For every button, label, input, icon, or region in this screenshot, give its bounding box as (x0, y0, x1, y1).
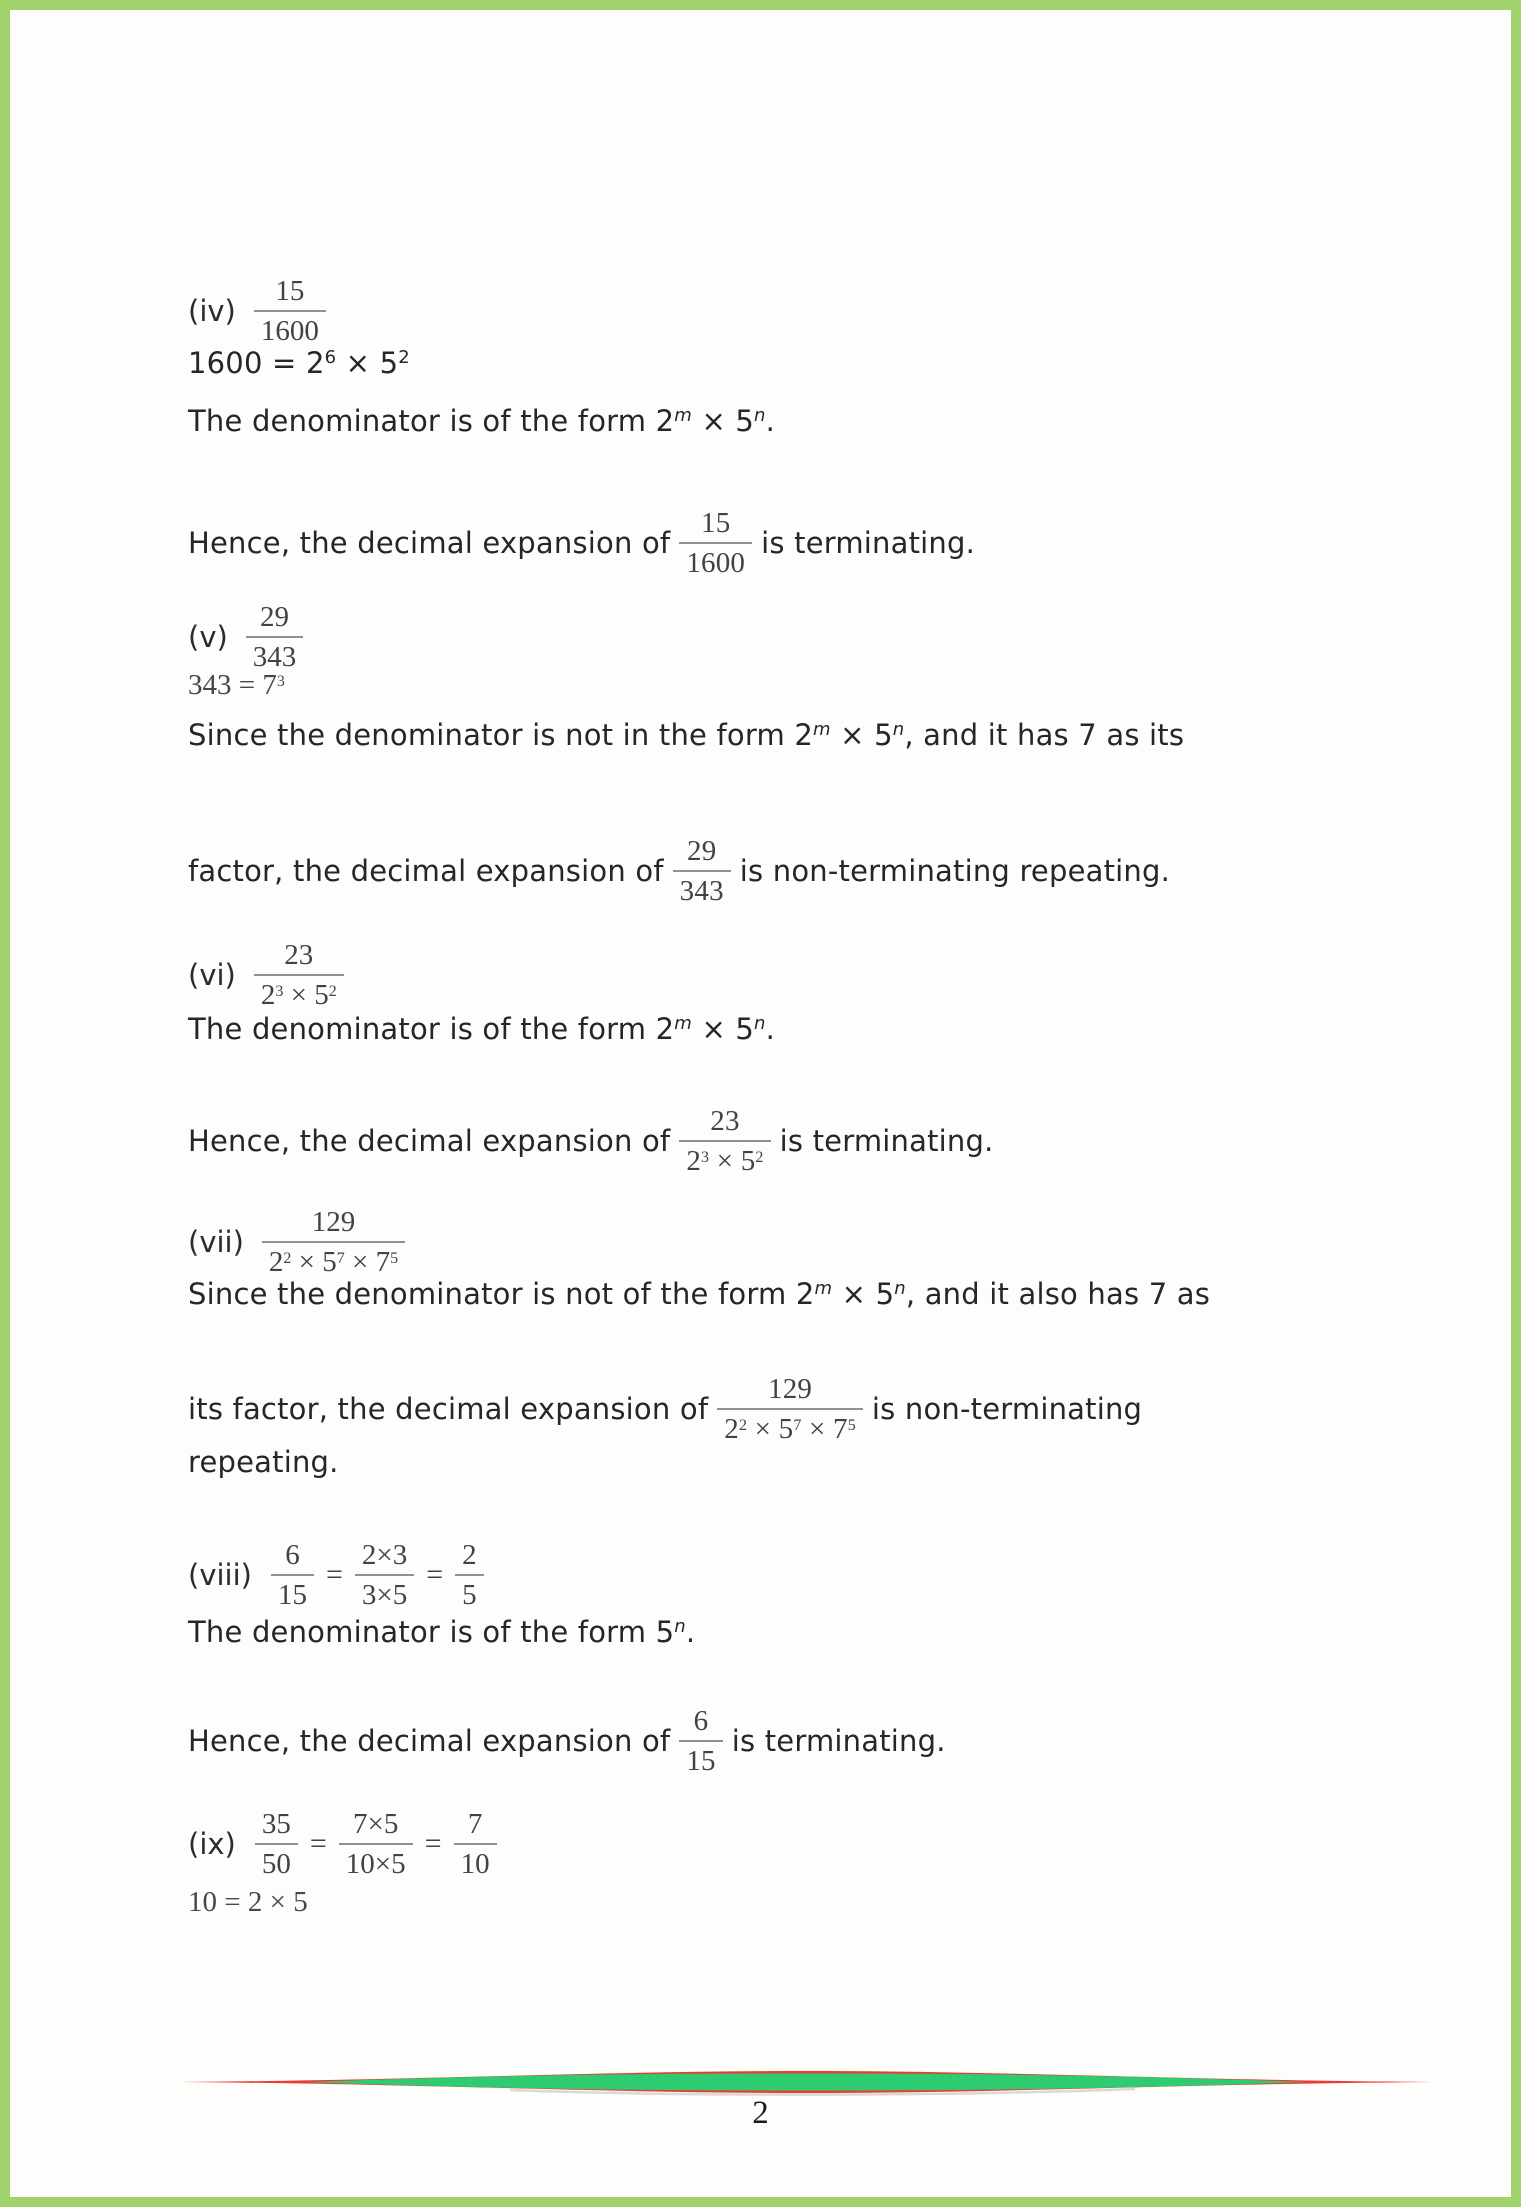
numerator: 23 (254, 938, 344, 976)
item-vii-label: (vii) (188, 1225, 244, 1260)
numerator: 7 (454, 1807, 497, 1845)
exponent-m: m (674, 1013, 693, 1034)
item-v-label: (v) (188, 620, 228, 655)
exponent-n: n (894, 1278, 906, 1299)
numerator: 23 (679, 1104, 770, 1142)
text: 1600 = 2 (188, 346, 325, 380)
text: Hence, the decimal expansion of (188, 526, 671, 561)
fraction-35-50 (255, 1807, 298, 1882)
base: 7 (375, 1246, 391, 1279)
denominator: 15 (686, 1745, 716, 1778)
text: Since the denominator is not in the form 2 (188, 718, 813, 752)
exponent: 2 (283, 1250, 292, 1268)
numerator: 15 (254, 274, 326, 312)
item-iv-label: (iv) (188, 294, 236, 329)
base: 2 (724, 1413, 739, 1446)
base: 5 (314, 979, 329, 1012)
base: 7 (832, 1413, 848, 1446)
denominator: 343 (252, 641, 297, 674)
text: is terminating. (731, 1724, 946, 1759)
equals-sign: = (309, 1827, 327, 1861)
exponent: 5 (390, 1250, 399, 1268)
numerator: 129 (717, 1372, 863, 1410)
page-number: 2 (752, 2095, 769, 2131)
denominator: 3×5 (361, 1579, 408, 1612)
text: repeating. (188, 1445, 339, 1479)
exponent: 5 (847, 1417, 856, 1435)
text: . (685, 1615, 696, 1649)
text: × 5 (692, 1012, 755, 1046)
base: 2 (260, 979, 276, 1012)
item-viii-label: (viii) (188, 1558, 252, 1593)
exponent: 3 (701, 1149, 710, 1167)
fraction-129-2e2x5e7x7e5 (717, 1372, 863, 1447)
exponent-m: m (813, 719, 831, 740)
exponent: 6 (324, 347, 337, 368)
text: . (765, 404, 776, 438)
denominator (254, 976, 344, 1012)
exponent: 3 (275, 983, 284, 1001)
base: 5 (740, 1145, 756, 1178)
text: The denominator is of the form 2 (188, 1012, 675, 1046)
text: Since the denominator is not of the form 2 (188, 1277, 815, 1311)
numerator: 35 (255, 1807, 298, 1845)
item-vi-label: (vi) (188, 958, 236, 993)
text: is non-terminating (871, 1392, 1143, 1427)
text: × 5 (832, 1277, 895, 1311)
v-since-statement (188, 718, 1184, 752)
denominator (679, 1142, 770, 1178)
denominator: 1600 (260, 315, 319, 348)
text: Hence, the decimal expansion of (188, 1124, 671, 1159)
vi-conclusion (188, 1104, 994, 1179)
numerator: 2 (455, 1538, 484, 1576)
numerator: 2×3 (355, 1538, 414, 1576)
equals-sign: = (325, 1558, 343, 1592)
times: × (283, 979, 315, 1012)
times: × (291, 1246, 323, 1279)
denominator: 10×5 (345, 1848, 406, 1881)
item-ix (188, 1807, 497, 1882)
base: 2 (268, 1246, 284, 1279)
item-vii (188, 1205, 405, 1280)
vii-conclusion (188, 1372, 1142, 1447)
base: 2 (686, 1145, 702, 1178)
denominator (717, 1410, 863, 1446)
exponent: 3 (276, 673, 285, 690)
numerator: 29 (246, 600, 304, 638)
exponent-n: n (892, 719, 905, 740)
text: , and it also has 7 as (905, 1277, 1211, 1311)
text: 343 = 7 (188, 669, 277, 701)
text: × 5 (830, 718, 893, 752)
exponent: 2 (738, 1417, 748, 1435)
fraction-2-5 (455, 1538, 484, 1613)
numerator: 7×5 (339, 1807, 413, 1845)
exponent: 2 (398, 347, 410, 368)
numerator: 129 (262, 1205, 405, 1243)
fraction-29-343 (246, 600, 304, 675)
vii-conclusion-continued (188, 1445, 339, 1479)
denominator: 343 (679, 875, 724, 908)
text: is terminating. (779, 1124, 994, 1159)
times: × (709, 1145, 741, 1178)
divider-green-lens (305, 2074, 1307, 2091)
text: The denominator is of the form 5 (188, 1615, 675, 1649)
numerator: 6 (679, 1704, 722, 1742)
text: factor, the decimal expansion of (188, 854, 664, 889)
text: , and it has 7 as its (904, 718, 1185, 752)
denominator: 15 (277, 1579, 307, 1612)
base: 5 (322, 1246, 337, 1279)
exponent: 7 (793, 1417, 802, 1435)
equals-sign: = (426, 1558, 444, 1592)
iv-factorization (188, 346, 410, 380)
iv-conclusion (188, 506, 975, 581)
v-factorization (188, 669, 285, 702)
fraction-15-1600 (254, 274, 326, 349)
exponent: 2 (755, 1149, 764, 1167)
item-iv (188, 274, 326, 349)
exponent-n: n (754, 405, 766, 426)
exponent-m: m (814, 1278, 833, 1299)
text: its factor, the decimal expansion of (188, 1392, 709, 1427)
text: is non-terminating repeating. (739, 854, 1171, 889)
times: × (801, 1413, 833, 1446)
vi-form-statement (188, 1012, 775, 1046)
numerator: 6 (271, 1538, 314, 1576)
fraction-6-15 (679, 1704, 722, 1779)
numerator: 29 (673, 834, 731, 872)
base: 5 (778, 1413, 794, 1446)
viii-form-statement (188, 1615, 695, 1649)
fraction-7-10 (454, 1807, 497, 1882)
exponent: 2 (328, 983, 337, 1001)
exponent: 7 (336, 1250, 345, 1268)
exponent-n: n (674, 1616, 686, 1637)
text: Hence, the decimal expansion of (188, 1724, 671, 1759)
divider-ornament-graphic (180, 2067, 1432, 2097)
fraction-23-2e3x5e2 (254, 938, 344, 1013)
exponent-m: m (674, 405, 693, 426)
denominator (262, 1243, 405, 1279)
text: The denominator is of the form 2 (188, 404, 675, 438)
denominator: 1600 (686, 547, 746, 580)
fraction-15-1600 (679, 506, 752, 581)
fraction-23-2e3x5e2 (679, 1104, 770, 1179)
item-vi (188, 938, 344, 1013)
times: × (344, 1246, 376, 1279)
fraction-29-343 (673, 834, 731, 909)
text: 10 = 2 × 5 (188, 1886, 308, 1918)
iv-form-statement (188, 404, 775, 438)
times: × (747, 1413, 779, 1446)
exponent-n: n (754, 1013, 766, 1034)
numerator: 15 (679, 506, 752, 544)
ix-factorization (188, 1886, 308, 1919)
text: × 5 (692, 404, 755, 438)
item-v (188, 600, 303, 675)
text: . (765, 1012, 776, 1046)
fraction-6-15 (271, 1538, 314, 1613)
fraction-2x3-3x5 (355, 1538, 414, 1613)
equals-sign: = (424, 1827, 442, 1861)
v-conclusion (188, 834, 1170, 909)
vii-since-statement (188, 1277, 1210, 1311)
denominator: 5 (462, 1579, 477, 1612)
fraction-7x5-10x5 (339, 1807, 413, 1882)
fraction-129-2e2x5e7x7e5 (262, 1205, 405, 1280)
viii-conclusion (188, 1704, 946, 1779)
item-viii (188, 1538, 484, 1613)
text: × 5 (336, 346, 399, 380)
text: is terminating. (761, 526, 976, 561)
item-ix-label: (ix) (188, 1827, 236, 1862)
denominator: 50 (261, 1848, 291, 1881)
denominator: 10 (460, 1848, 490, 1881)
